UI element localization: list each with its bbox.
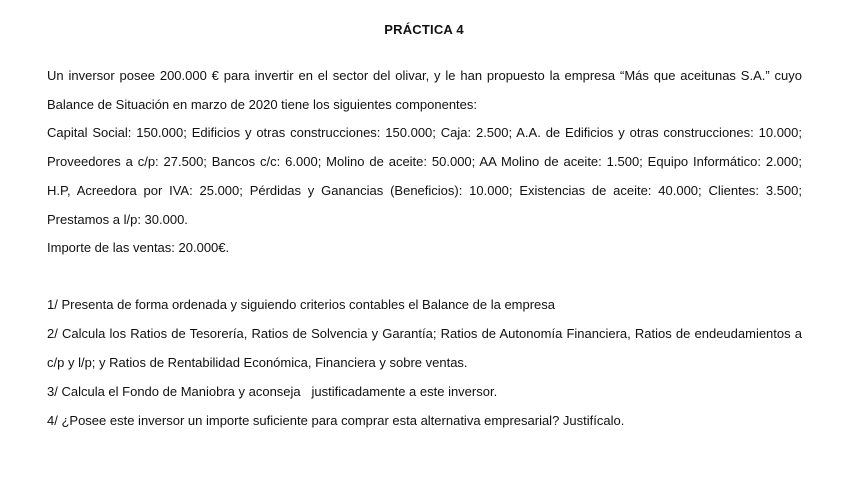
question-2: 2/ Calcula los Ratios de Tesorería, Ratios de Solvencia y Garantía; Ratios de Autonomía Financiera, Ratios de endeudamientos a c/p y l/p; y Ratios de Rentabilidad Económica, Financiera y sobre ventas. [47,326,802,370]
sales-amount-line: Importe de las ventas: 20.000€. [47,240,230,255]
page-title: PRÁCTICA 4 [384,22,464,37]
balance-components-paragraph: Capital Social: 150.000; Edificios y otras construcciones: 150.000; Caja: 2.500; A.A. de Edificios y otras construcciones: 10.000; Proveedores a c/p: 27.500; Bancos c/c: 6.000; Molino de aceite: 50.000; AA Molino de aceite: 1.500; Equipo Informático: 2.000; H.P, Acreedora por IVA: 25.000; Pérdidas y Ganancias (Beneficios): 10.000; Existencias de aceite: 40.000; Clientes: 3.500; Prestamos a l/p: 30.000. [47,125,802,227]
question-3: 3/ Calcula el Fondo de Maniobra y aconseja justificadamente a este inversor. [47,384,498,399]
question-4: 4/ ¿Posee este inversor un importe suficiente para comprar esta alternativa empresarial? Justifícalo. [47,413,625,428]
intro-paragraph: Un inversor posee 200.000 € para invertir en el sector del olivar, y le han propuesto la empresa “Más que aceitunas S.A.” cuyo Balance de Situación en marzo de 2020 tiene los siguientes componentes: [47,68,802,112]
question-1: 1/ Presenta de forma ordenada y siguiendo criterios contables el Balance de la empresa [47,297,556,312]
